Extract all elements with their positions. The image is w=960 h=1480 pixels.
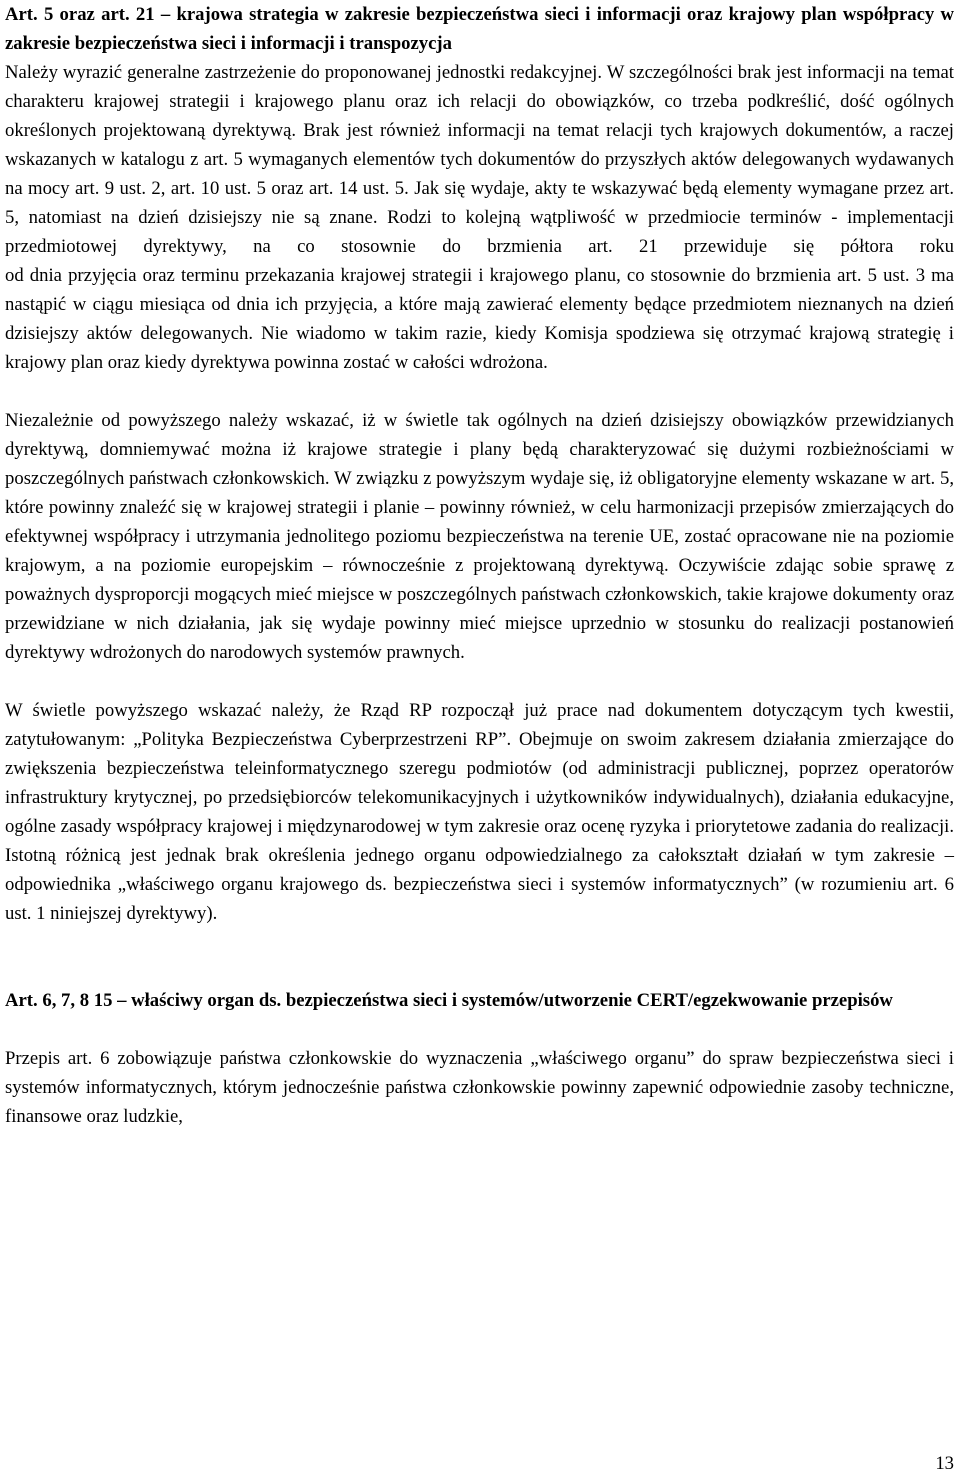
page-number: 13 [935,1453,954,1474]
paragraph-general-reservation-continued: od dnia przyjęcia oraz terminu przekazania krajowej strategii i krajowego planu, co stosownie do brzmienia art. 5 ust. 3 ma nastąpić w ciągu miesiąca od dnia ich przyjęcia, a które mają zawierać elementy będące przedmiotem nieznanych na dzień dzisiejszy aktów delegowanych. Nie wiadomo w takim razie, kiedy Komisja spodziewa się otrzymać krajową strategię i krajowy plan oraz kiedy dyrektywa powinna zostać w całości wdrożona. [5,265,954,373]
section-heading-art5-art21: Art. 5 oraz art. 21 – krajowa strategia w zakresie bezpieczeństwa sieci i informacji oraz krajowy plan współpracy w zakresie bezpieczeństwa sieci i informacji i transpozycja [5,4,954,54]
paragraph-regardless: Niezależnie od powyższego należy wskazać, iż w świetle tak ogólnych na dzień dzisiejszy obowiązków przewidzianych dyrektywą, domniemywać można iż krajowe strategie i plany będą charakteryzować się dużymi rozbieżnościami w poszczególnych państwach członkowskich. W związku z powyższym wydaje się, iż obligatoryjne elementy wskazane w art. 5, które powinny znaleźć się w krajowej strategii i planie – powinny również, w celu harmonizacji przepisów zmierzających do efektywnej współpracy i utrzymania jednolitego poziomu bezpieczeństwa na terenie UE, zostać opracowane nie na poziomie krajowym, a na poziomie europejskim – równocześnie z projektowaną dyrektywą. Oczywiście zdając sobie sprawę z poważnych dysproporcji mogących mieć miejsce w poszczególnych państwach członkowskich, takie krajowe dokumenty oraz przewidziane w nich działania, jak się wydaje powinny mieć miejsce uprzednio w stosunku do realizacji postanowień dyrektywy wdrożonych do narodowych systemów prawnych. [5,410,954,663]
paragraph-polish-government: W świetle powyższego wskazać należy, że Rząd RP rozpoczął już prace nad dokumentem dotyczącym tych kwestii, zatytułowanym: „Polityka Bezpieczeństwa Cyberprzestrzeni RP”. Obejmuje on swoim zakresem działania zmierzające do zwiększenia bezpieczeństwa teleinformatycznego szeregu podmiotów (od administracji publicznej, poprzez operatorów infrastruktury krytycznej, po przedsiębiorców telekomunikacyjnych i użytkowników indywidualnych), działania edukacyjne, ogólne zasady współpracy krajowej i międzynarodowej w tym zakresie oraz ocenę ryzyka i priorytetowe zadania do realizacji. Istotną różnicą jest jednak brak określenia jednego organu odpowiedzialnego za całokształt działań w tym zakresie – odpowiednika „właściwego organu krajowego ds. bezpieczeństwa sieci i systemów informatycznych” (w rozumieniu art. 6 ust. 1 niniejszej dyrektywy). [5,700,954,924]
paragraph-general-reservation: Należy wyrazić generalne zastrzeżenie do proponowanej jednostki redakcyjnej. W szczególności brak jest informacji na temat charakteru krajowej strategii i krajowego planu oraz ich relacji do obowiązków, co trzeba podkreślić, dość ogólnych określonych projektowaną dyrektywą. Brak jest również informacji na temat relacji tych krajowych dokumentów, a raczej wskazanych w katalogu z art. 5 wymaganych elementów tych dokumentów do przyszłych aktów delegowanych wydawanych na mocy art. 9 ust. 2, art. 10 ust. 5 oraz art. 14 ust. 5. Jak się wydaje, akty te wskazywać będą elementy wymagane przez art. 5, natomiast na dzień dzisiejszy nie są znane. Rodzi to kolejną wątpliwość w przedmiocie terminów - implementacji przedmiotowej dyrektywy, na co stosownie do brzmienia art. 21 przewiduje się półtora roku [5,62,954,257]
paragraph-art6-provision: Przepis art. 6 zobowiązuje państwa członkowskie do wyznaczenia „właściwego organu” do spraw bezpieczeństwa sieci i systemów informatycznych, którym jednocześnie państwa członkowskie powinny zapewnić odpowiednie zasoby techniczne, finansowe oraz ludzkie, [5,1048,954,1127]
section-heading-art6-art8-art15: Art. 6, 7, 8 15 – właściwy organ ds. bezpieczeństwa sieci i systemów/utworzenie CERT/egzekwowanie przepisów [5,990,893,1011]
document-page [5,0,954,1131]
